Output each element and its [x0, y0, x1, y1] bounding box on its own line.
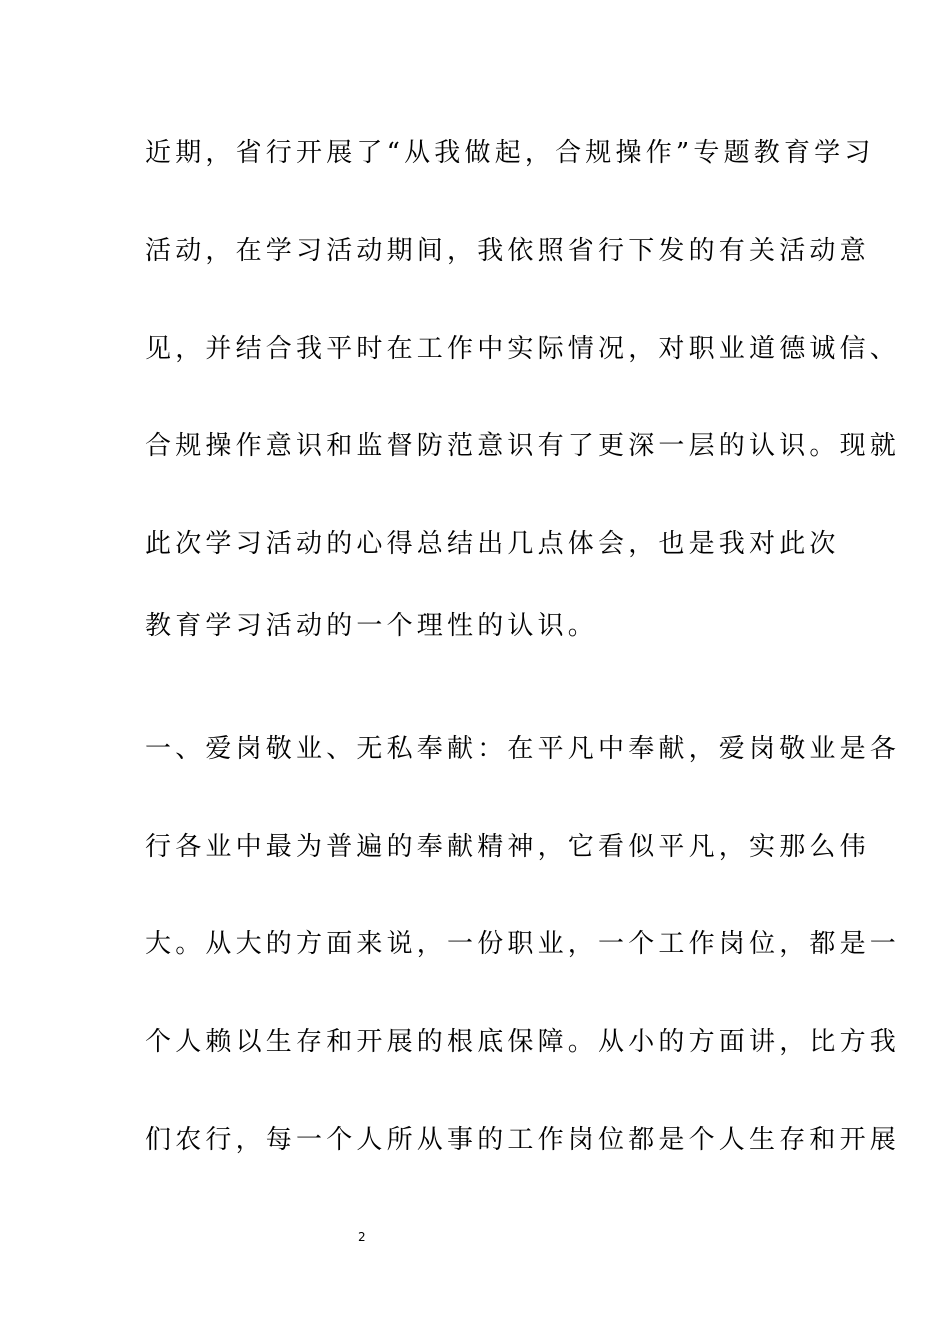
paragraph-line: 教育学习活动的一个理性的认识。	[145, 611, 599, 641]
paragraph-line: 行各业中最为普遍的奉献精神，它看似平凡，实那么伟	[145, 832, 870, 862]
section-heading-line: 一、爱岗敬业、无私奉献：在平凡中奉献，爱岗敬业是各	[145, 734, 901, 764]
paragraph-line: 活动，在学习活动期间，我依照省行下发的有关活动意	[145, 236, 870, 266]
page-number: 2	[358, 1230, 366, 1244]
paragraph-line: 此次学习活动的心得总结出几点体会，也是我对此次	[145, 529, 840, 559]
paragraph-line: 合规操作意识和监督防范意识有了更深一层的认识。现就	[145, 431, 901, 461]
paragraph-line: 们农行，每一个人所从事的工作岗位都是个人生存和开展	[145, 1125, 901, 1155]
paragraph-line: 见，并结合我平时在工作中实际情况，对职业道德诚信、	[145, 334, 901, 364]
paragraph-line: 大。从大的方面来说，一份职业，一个工作岗位，都是一	[145, 929, 901, 959]
paragraph-line: 近期，省行开展了“从我做起，合规操作”专题教育学习	[145, 138, 875, 168]
paragraph-line: 个人赖以生存和开展的根底保障。从小的方面讲，比方我	[145, 1027, 901, 1057]
